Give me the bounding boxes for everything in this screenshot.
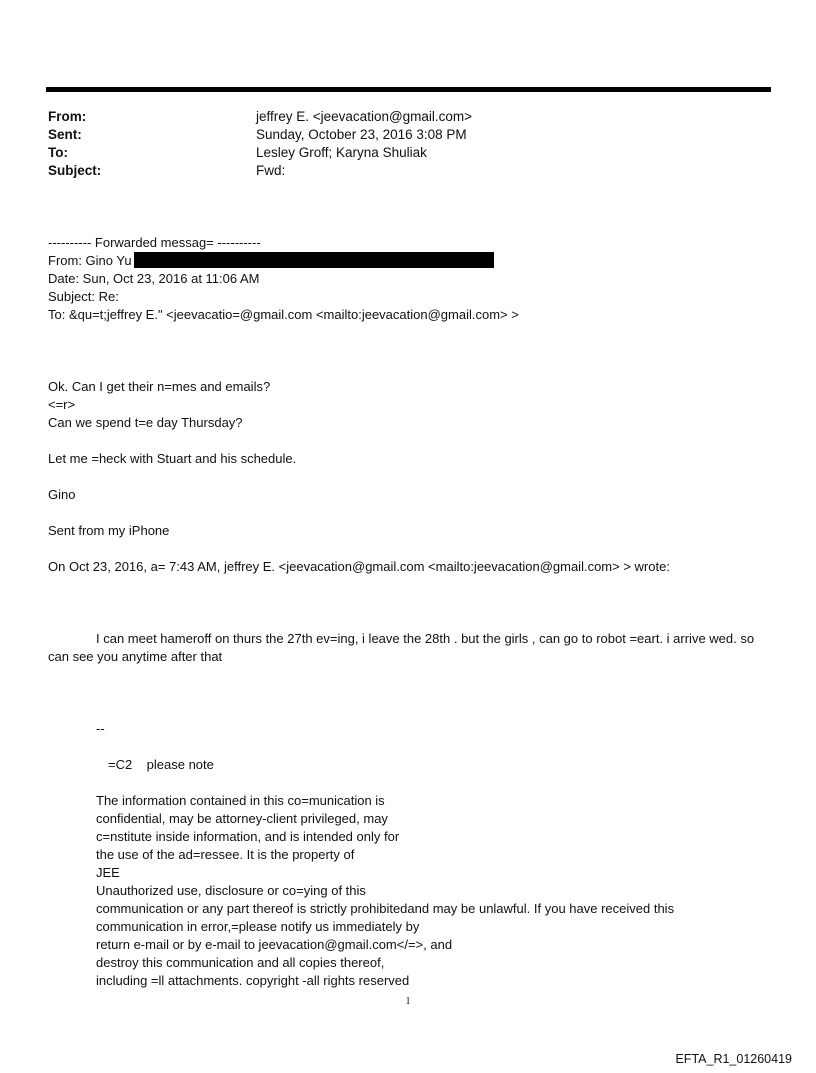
message-signature: Gino bbox=[48, 487, 76, 502]
message-line: Sent from my iPhone bbox=[48, 523, 170, 538]
sent-label: Sent: bbox=[48, 127, 82, 142]
message-line: <=r> bbox=[48, 397, 76, 412]
page-number: 1 bbox=[405, 996, 411, 1007]
disclaimer-line: JEE bbox=[96, 865, 120, 880]
forward-banner: ---------- Forwarded messag= ---------- bbox=[48, 235, 261, 250]
disclaimer-line: communication or any part thereof is strictly prohibitedand may be unlawful. If you have received this bbox=[96, 901, 675, 916]
quoted-paragraph bbox=[48, 630, 770, 666]
forward-from-text: From: Gino Yu bbox=[48, 253, 132, 268]
from-label: From: bbox=[48, 109, 87, 124]
quote-attribution: On Oct 23, 2016, a= 7:43 AM, jeffrey E. <jeevacation@gmail.com <mailto:jeevacation@gmail.com> > wrote: bbox=[48, 559, 670, 574]
disclaimer-line: The information contained in this co=munication is bbox=[96, 793, 385, 808]
message-line: Can we spend t=e day Thursday? bbox=[48, 415, 243, 430]
disclaimer-line: Unauthorized use, disclosure or co=ying of this bbox=[96, 883, 366, 898]
redaction-bar bbox=[134, 252, 494, 268]
from-row bbox=[48, 108, 768, 126]
signature-dashes: -- bbox=[96, 721, 105, 736]
disclaimer-line: including =ll attachments. copyright -all rights reserved bbox=[96, 973, 410, 988]
to-label: To: bbox=[48, 145, 68, 160]
quoted-paragraph-text: I can meet hameroff on thurs the 27th ev=ing, i leave the 28th . but the girls , can go to robot =eart. i arrive wed. so can see you anytime after that bbox=[48, 631, 755, 664]
subject-value: Fwd: bbox=[256, 163, 286, 178]
message-line: Let me =heck with Stuart and his schedule. bbox=[48, 451, 297, 466]
disclaimer-note: =C2 please note bbox=[108, 757, 214, 772]
subject-row bbox=[48, 162, 768, 180]
forward-date: Date: Sun, Oct 23, 2016 at 11:06 AM bbox=[48, 271, 260, 286]
forward-to: To: &qu=t;jeffrey E." <jeevacatio=@gmail.com <mailto:jeevacation@gmail.com> > bbox=[48, 307, 519, 322]
sent-row bbox=[48, 126, 768, 144]
to-row bbox=[48, 144, 768, 162]
disclaimer-line: return e-mail or by e-mail to jeevacation@gmail.com</=>, and bbox=[96, 937, 453, 952]
email-body bbox=[48, 234, 770, 990]
forward-from bbox=[48, 252, 770, 270]
subject-label: Subject: bbox=[48, 163, 102, 178]
from-value: jeffrey E. <jeevacation@gmail.com> bbox=[256, 109, 473, 124]
to-value: Lesley Groff; Karyna Shuliak bbox=[256, 145, 427, 160]
disclaimer-line: destroy this communication and all copies thereof, bbox=[96, 955, 385, 970]
disclaimer-line: confidential, may be attorney-client privileged, may bbox=[96, 811, 388, 826]
disclaimer-line: communication in error,=please notify us immediately by bbox=[96, 919, 420, 934]
document-stamp: EFTA_R1_01260419 bbox=[675, 1052, 792, 1066]
message-line: Ok. Can I get their n=mes and emails? bbox=[48, 379, 271, 394]
sent-value: Sunday, October 23, 2016 3:08 PM bbox=[256, 127, 467, 142]
header-rule bbox=[46, 87, 771, 92]
disclaimer-line: the use of the ad=ressee. It is the property of bbox=[96, 847, 355, 862]
email-header bbox=[48, 108, 768, 180]
disclaimer-line: c=nstitute inside information, and is intended only for bbox=[96, 829, 400, 844]
forward-subject: Subject: Re: bbox=[48, 289, 119, 304]
